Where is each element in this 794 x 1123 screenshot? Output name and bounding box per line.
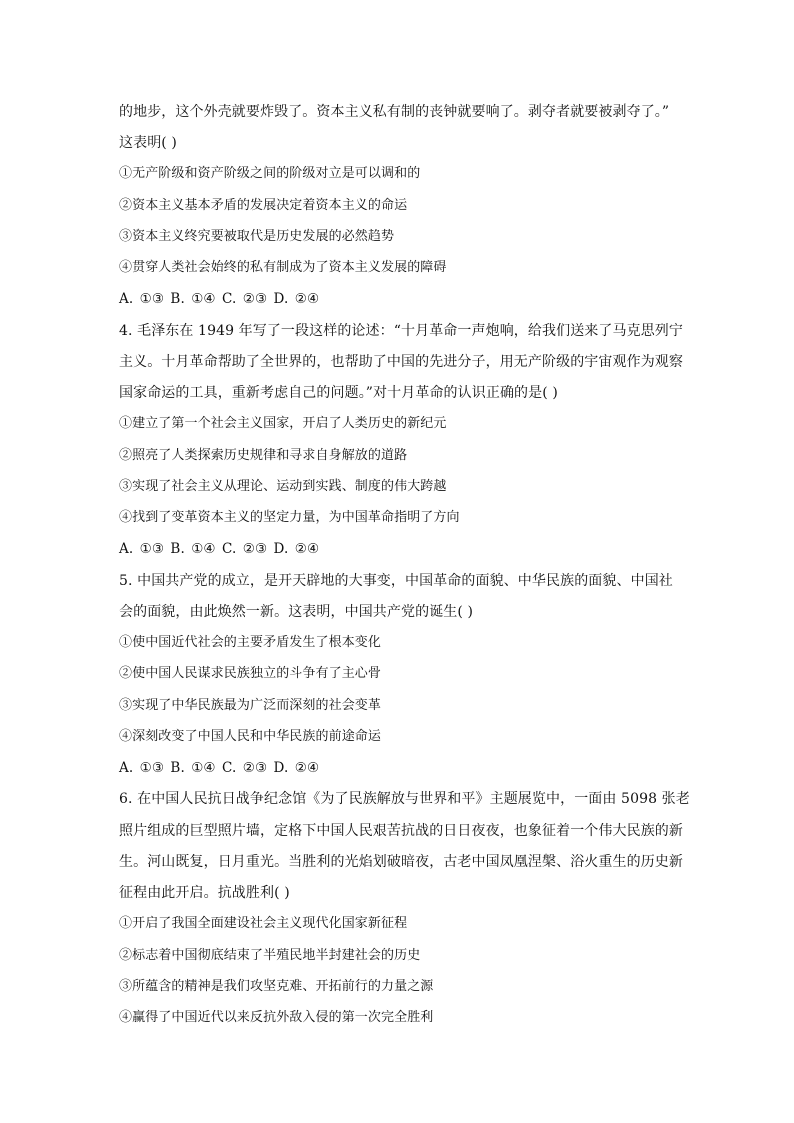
q5-answer-choices: A. ①③ B. ①④ C. ②③ D. ②④	[119, 760, 320, 776]
q4-stem-line-2: 主义。十月革命帮助了全世界的，也帮助了中国的先进分子，用无产阶级的宇宙观作为观察	[119, 354, 683, 370]
q6-stem-line-4: 征程由此开启。抗战胜利( )	[119, 885, 290, 901]
q5-option-4: ④深刻改变了中国人民和中华民族的前途命运	[119, 729, 382, 744]
q4-option-1: ①建立了第一个社会主义国家，开启了人类历史的新纪元	[119, 416, 447, 431]
q6-stem-line-3: 生。河山既复，日月重光。当胜利的光焰划破暗夜，古老中国凤凰涅槃、浴火重生的历史新	[119, 854, 683, 870]
q5-option-3: ③实现了中华民族最为广泛而深刻的社会变革	[119, 698, 382, 713]
q6-stem-line-2: 照片组成的巨型照片墙，定格下中国人民艰苦抗战的日日夜夜，也象征着一个伟大民族的新	[119, 823, 683, 839]
q3-option-2: ②资本主义基本矛盾的发展决定着资本主义的命运	[119, 198, 408, 213]
q3-option-3: ③资本主义终究要被取代是历史发展的必然趋势	[119, 229, 395, 244]
q5-option-1: ①使中国近代社会的主要矛盾发生了根本变化	[119, 635, 382, 650]
q5-stem-line-1: 5. 中国共产党的成立，是开天辟地的大事变，中国革命的面貌、中华民族的面貌、中国社	[119, 573, 673, 589]
q3-stem-line-1: 的地步，这个外壳就要炸毁了。资本主义私有制的丧钟就要响了。剥夺者就要被剥夺了。”	[119, 104, 670, 120]
q4-option-4: ④找到了变革资本主义的坚定力量，为中国革命指明了方向	[119, 510, 460, 525]
q4-stem-line-3: 国家命运的工具，重新考虑自己的问题。”对十月革命的认识正确的是( )	[119, 385, 558, 401]
q4-stem-line-1: 4. 毛泽东在 1949 年写了一段这样的论述：“十月革命一声炮响，给我们送来了马克思列宁	[119, 323, 683, 339]
q6-option-1: ①开启了我国全面建设社会主义现代化国家新征程	[119, 916, 408, 931]
q5-stem-line-2: 会的面貌，由此焕然一新。这表明，中国共产党的诞生( )	[119, 604, 474, 620]
q4-option-2: ②照亮了人类探索历史规律和寻求自身解放的道路	[119, 448, 408, 463]
q3-answer-choices: A. ①③ B. ①④ C. ②③ D. ②④	[119, 291, 320, 307]
q3-option-1: ①无产阶级和资产阶级之间的阶级对立是可以调和的	[119, 166, 421, 181]
q3-stem-line-2: 这表明( )	[119, 135, 177, 151]
q6-option-2: ②标志着中国彻底结束了半殖民地半封建社会的历史	[119, 948, 421, 963]
q6-option-4: ④赢得了中国近代以来反抗外敌入侵的第一次完全胜利	[119, 1010, 434, 1025]
q4-answer-choices: A. ①③ B. ①④ C. ②③ D. ②④	[119, 541, 320, 557]
q5-option-2: ②使中国人民谋求民族独立的斗争有了主心骨	[119, 666, 382, 681]
q6-option-3: ③所蕴含的精神是我们攻坚克难、开拓前行的力量之源	[119, 979, 434, 994]
q3-option-4: ④贯穿人类社会始终的私有制成为了资本主义发展的障碍	[119, 260, 447, 275]
q6-stem-line-1: 6. 在中国人民抗日战争纪念馆《为了民族解放与世界和平》主题展览中，一面由 5098 张老	[119, 791, 690, 807]
q4-option-3: ③实现了社会主义从理论、运动到实践、制度的伟大跨越	[119, 479, 447, 494]
